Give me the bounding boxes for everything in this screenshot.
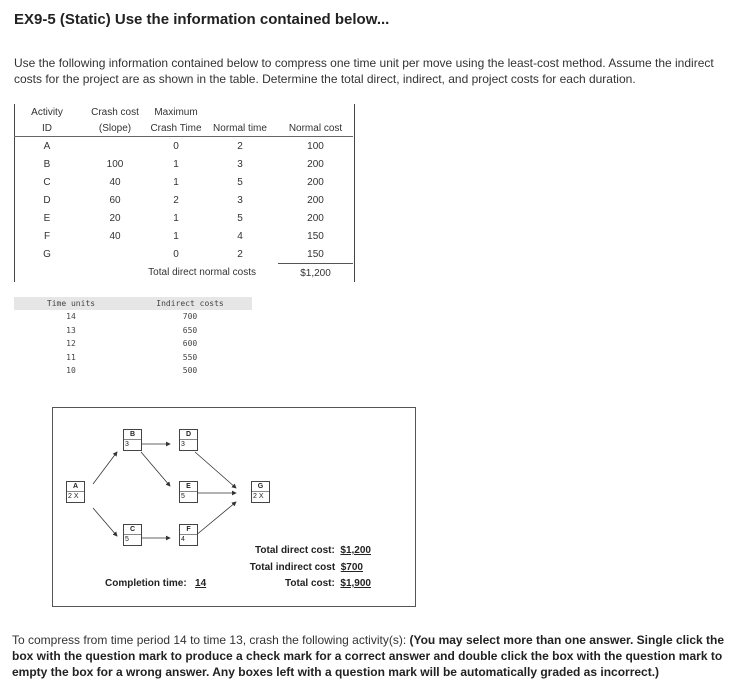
cell-cost: 600 — [182, 339, 198, 349]
completion-value: 14 — [195, 578, 207, 589]
cell-id: D — [43, 194, 51, 206]
cell-slope: 100 — [106, 158, 124, 170]
total-direct-cost — [255, 545, 371, 556]
cell-time: 13 — [66, 325, 76, 335]
cell-cost: 700 — [182, 312, 198, 322]
arrow-a-b — [93, 452, 117, 484]
direct-cost-label: Total direct cost: — [255, 545, 335, 556]
total-cost-label: Total cost: — [285, 578, 335, 589]
cell-slope: 40 — [109, 230, 121, 242]
total-cost-value: $1,900 — [340, 578, 371, 589]
total-indirect-cost — [250, 562, 363, 573]
indirect-cost-value: $700 — [340, 562, 363, 573]
cell-normal-time: 5 — [237, 176, 243, 188]
cell-normal-time: 3 — [237, 194, 243, 206]
table-row — [14, 227, 353, 245]
cell-slope: 60 — [109, 194, 121, 206]
table-row — [14, 364, 252, 378]
node-d — [179, 429, 198, 451]
total-direct-normal-label: Total direct normal costs — [148, 267, 256, 279]
cell-normal-time: 4 — [237, 230, 243, 242]
node-label: G — [252, 482, 269, 492]
cell-normal-cost: 100 — [307, 140, 324, 152]
node-label: C — [124, 525, 141, 535]
table-row — [14, 137, 353, 156]
table-row — [14, 310, 252, 324]
direct-cost-value: $1,200 — [340, 545, 371, 556]
table-row — [14, 191, 353, 209]
indirect-cost-label: Total indirect cost — [249, 562, 336, 573]
node-b — [123, 429, 142, 451]
cell-time: 12 — [66, 339, 76, 349]
node-label: D — [180, 430, 197, 440]
cell-max-crash: 1 — [173, 158, 179, 170]
indirect-cost-table — [14, 297, 252, 378]
cell-max-crash: 1 — [173, 212, 179, 224]
total-project-cost — [285, 578, 371, 589]
cell-max-crash: 0 — [173, 248, 179, 260]
cell-max-crash: 0 — [173, 140, 179, 152]
total-direct-normal-value: $1,200 — [278, 264, 353, 283]
cell-cost: 650 — [182, 325, 198, 335]
cell-slope: 40 — [109, 176, 121, 188]
question-instructions: (You may select more than one answer. Single click the box with the question mark to produce a check mark for a correct answer and double click the box with the question mark to empty the box for a wrong answer. Any boxes left with a question mark will be automatically graded as incorrect.) — [12, 633, 725, 679]
node-c — [123, 524, 142, 546]
header-crash-cost: Crash cost — [91, 106, 139, 118]
node-duration: 2 X — [68, 493, 79, 500]
header-activity: Activity — [31, 106, 63, 118]
cell-normal-time: 3 — [237, 158, 243, 170]
indirect-rows — [14, 310, 252, 378]
header-indirect-costs: Indirect costs — [128, 297, 252, 310]
arrow-b-e — [141, 452, 170, 486]
page-title: EX9-5 (Static) Use the information contained below... — [14, 11, 390, 28]
cell-slope — [80, 245, 150, 264]
cell-id: E — [43, 212, 51, 224]
table-row — [14, 209, 353, 227]
cell-id: A — [43, 140, 51, 152]
arrow-d-g — [195, 452, 236, 488]
cell-slope — [80, 137, 150, 156]
question-text — [12, 632, 742, 680]
cell-max-crash: 1 — [173, 176, 179, 188]
header-normal-cost: Normal cost — [278, 120, 353, 137]
activity-table — [14, 104, 353, 282]
cell-slope: 20 — [109, 212, 121, 224]
header-time-units: Time units — [14, 297, 128, 310]
completion-time — [105, 578, 206, 589]
node-duration: 3 — [181, 441, 185, 448]
cell-normal-time: 5 — [237, 212, 243, 224]
cell-id: F — [43, 230, 51, 242]
node-label: F — [180, 525, 197, 535]
table-row — [14, 245, 353, 264]
table-row — [14, 351, 252, 365]
arrow-f-g — [195, 502, 236, 536]
cell-cost: 500 — [182, 366, 198, 376]
table-row — [14, 155, 353, 173]
node-duration: 2 X — [253, 493, 264, 500]
cell-cost: 550 — [182, 352, 198, 362]
cell-normal-cost: 200 — [307, 158, 324, 170]
node-duration: 3 — [125, 441, 129, 448]
cell-normal-cost: 200 — [307, 212, 324, 224]
cell-normal-cost: 150 — [307, 230, 324, 242]
cell-time: 14 — [66, 312, 76, 322]
cell-time: 10 — [66, 366, 76, 376]
cell-normal-time: 2 — [237, 248, 243, 260]
node-duration: 4 — [181, 536, 185, 543]
node-label: E — [180, 482, 197, 492]
arrow-a-c — [93, 508, 117, 536]
cell-id: B — [43, 158, 51, 170]
table-row — [14, 337, 252, 351]
cell-id: C — [43, 176, 51, 188]
intro-text: Use the following information contained below to compress one time unit per move using the least-cost method. Assume the indirect costs for the project are as shown in the table. Determine the total direct, indirect, and project costs for each duration. — [14, 56, 714, 86]
cell-max-crash: 2 — [173, 194, 179, 206]
node-label: A — [67, 482, 84, 492]
header-crash-time: Crash Time — [150, 120, 202, 137]
network-diagram — [52, 407, 416, 607]
node-f — [179, 524, 198, 546]
node-label: B — [124, 430, 141, 440]
header-id: ID — [14, 120, 80, 137]
cell-id: G — [43, 248, 51, 260]
header-maximum: Maximum — [154, 106, 198, 118]
activity-rows — [14, 137, 353, 264]
cell-normal-cost: 150 — [307, 248, 324, 260]
completion-label: Completion time: — [105, 578, 187, 589]
header-slope: (Slope) — [80, 120, 150, 137]
cell-normal-cost: 200 — [307, 194, 324, 206]
node-e — [179, 481, 198, 503]
cell-normal-time: 2 — [237, 140, 243, 152]
node-duration: 5 — [181, 493, 185, 500]
cell-normal-cost: 200 — [307, 176, 324, 188]
cell-max-crash: 1 — [173, 230, 179, 242]
question-prefix: To compress from time period 14 to time 13, crash the following activity(s): — [12, 633, 410, 647]
node-duration: 5 — [125, 536, 129, 543]
table-row — [14, 173, 353, 191]
node-g — [251, 481, 270, 503]
cell-time: 11 — [66, 352, 76, 362]
node-a — [66, 481, 85, 503]
table-row — [14, 324, 252, 338]
header-normal-time: Normal time — [202, 120, 278, 137]
